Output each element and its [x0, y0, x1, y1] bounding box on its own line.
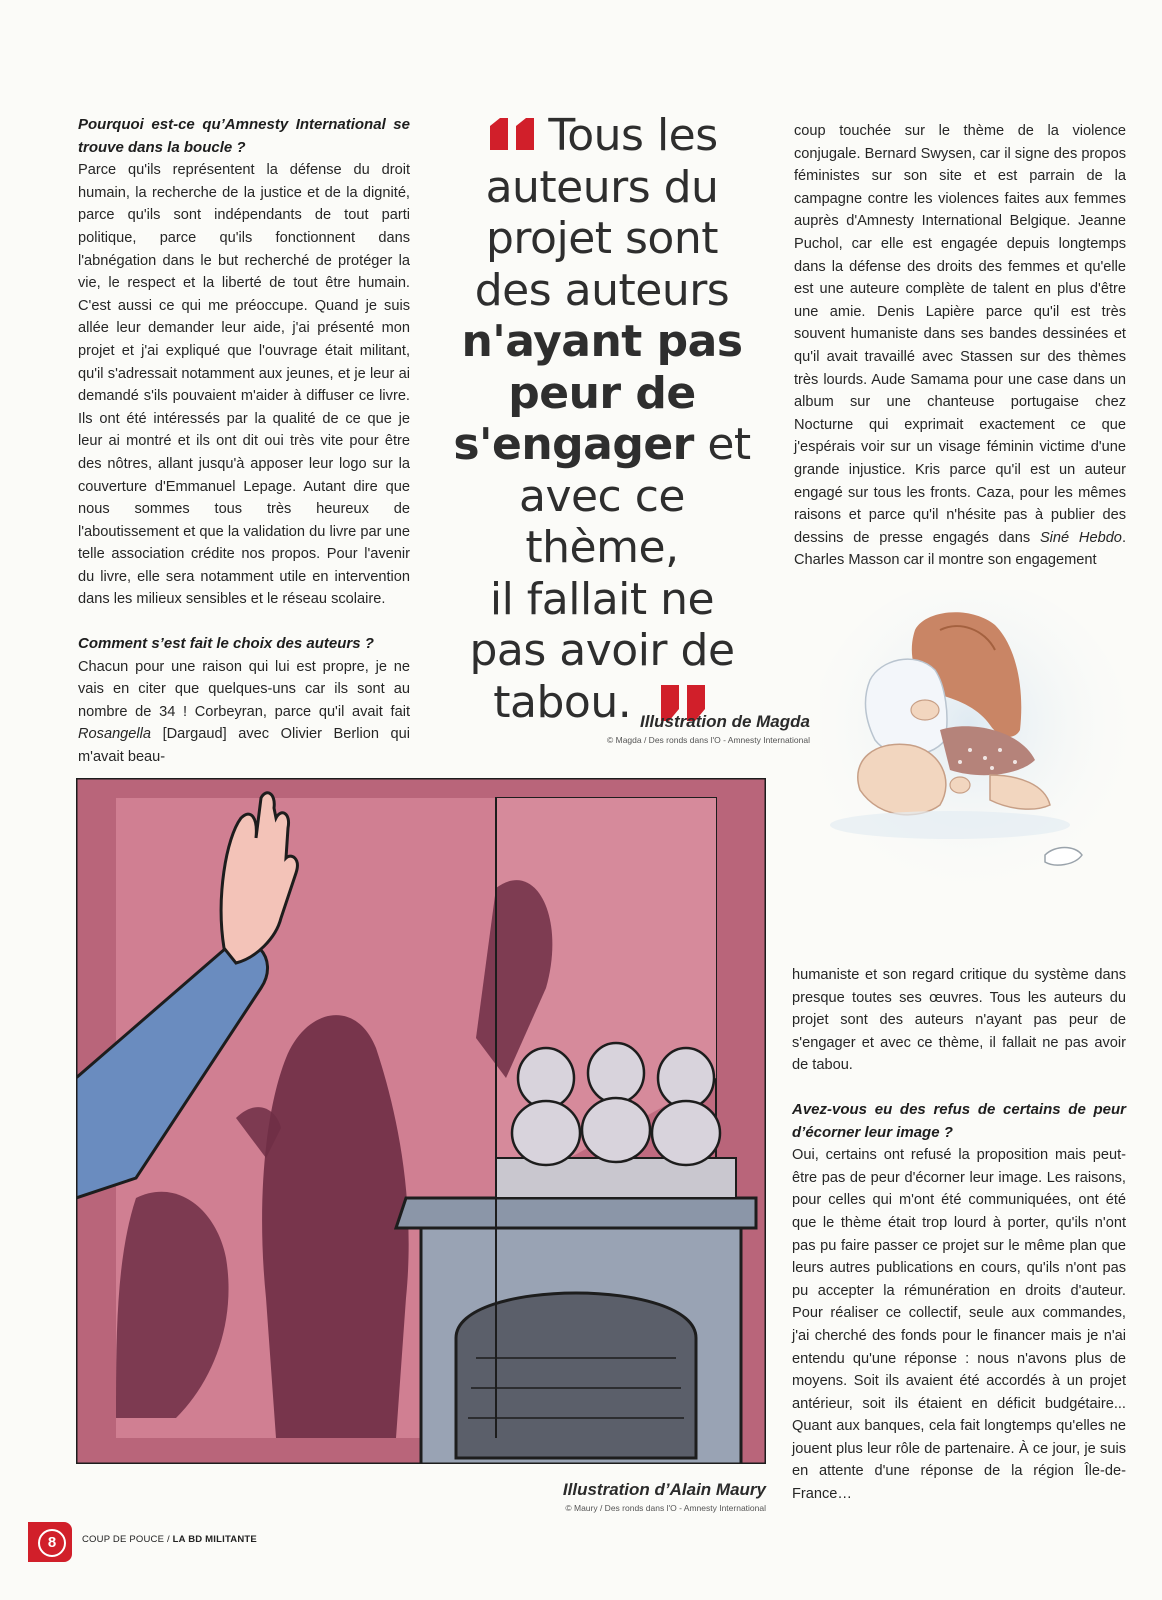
running-footer: COUP DE POUCE / LA BD MILITANTE [82, 1534, 257, 1545]
question-authors-choice: Comment s’est fait le choix des auteurs ? [78, 635, 374, 653]
open-quote-icon [486, 116, 540, 150]
book-title-rosangella: Rosangella [78, 726, 152, 743]
answer-refusals: Oui, certains ont refusé la proposition mais peut-être pas de peur d'écorner leur image. Les raisons, pour celles qui m'ont été communiquées, ont été que le thème était trop lourd à porter, qu'ils n'ont pas pu faire passer ce projet sur le même plan que leurs autres publications en cours, qu'ils n'ont pas pu accepter la rémunération en droits d'auteur. Pour réaliser ce collectif, seule aux commandes, j'ai cherché des fonds pour le financer mais je n'ai entendu qu'une réponse : nous n'avons plus de moyens. Soit ils avaient été accordés à un projet antérieur, soit ils étaient en déficit budgétaire... Quant aux banques, cela fait longtemps qu'elles ne jouent plus leur rôle de partenaire. À ce jour, je suis en attente d'une réponse de la région Île-de-France… [792, 1147, 1126, 1503]
maury-illustration [76, 778, 766, 1464]
left-column [78, 114, 410, 769]
pull-quote: Tous les auteurs du projet sont des auteurs n'ayant pas peur de s'engager et avec ce thème, il fallait ne pas avoir de tabou. [453, 110, 751, 728]
authors-list-continued: coup touchée sur le thème de la violence conjugale. Bernard Swysen, car il signe des propos féministes sur son site et est parrain de la campagne contre les violences faites aux femmes auprès d'Amnesty International Belgique. Jeanne Puchol, car elle est engagée depuis longtemps dans la défense des droits des femmes et qu'elle est une auteure complète de talent en plus d'être une amie. Denis Lapière parce qu'il est très souvent humaniste dans ses bandes dessinées et qu'il avait travaillé avec Stassen sur des thèmes très lourds. Aude Samama pour une case dans un album sur une chanteuse portugaise chez Nocturne qui exprimait exactement ce que j'espérais voir sur un visage féminin victime d'une grande injustice. Kris parce qu'il est un auteur engagé sur tous les fronts. Caza, pour les mêmes raisons et parce qu'il n'hésite pas à publier des dessins de presse engagés dans Siné Hebdo. Charles Masson car il montre son engagement [794, 123, 1126, 569]
page-number: 8 [38, 1529, 66, 1557]
maury-caption: Illustration d’Alain Maury © Maury / Des ronds dans l'O - Amnesty International [562, 1480, 766, 1513]
right-column-bottom [792, 964, 1126, 1506]
footer-section: COUP DE POUCE [82, 1534, 165, 1545]
paragraph-humaniste: humaniste et son regard critique du système dans presque toutes ses œuvres. Tous les auteurs du projet sont des auteurs n'ayant pas peur de s'engager et avec ce thème, il fallait ne pas avoir de tabou. [792, 967, 1126, 1074]
page-number-badge [28, 1522, 72, 1562]
right-column-top [794, 120, 1126, 572]
publication-sine-hebdo: Siné Hebdo [1039, 529, 1122, 546]
footer-subsection: LA BD MILITANTE [172, 1534, 257, 1545]
question-refusals: Avez-vous eu des refus de certains de peur d’écorner leur image ? [792, 1100, 1126, 1141]
page-footer [28, 1522, 288, 1562]
question-amnesty: Pourquoi est-ce qu’Amnesty International se trouve dans la boucle ? [78, 116, 410, 156]
magda-illustration [820, 590, 1130, 920]
answer-amnesty: Parce qu'ils représentent la défense du droit humain, la recherche de la justice et de la dignité, parce qu'ils sont indépendants de tout parti politique, parce qu'ils fonctionnent dans l'abnégation dans le but recherché de protéger la vie, le respect et la liberté de tout être humain. C'est aussi ce qui me préoccupe. Quand je suis allée leur demander leur aide, j'ai présenté mon projet et j'ai expliqué que l'ouvrage était militant, qu'il s'adressait notamment aux jeunes, et je leur ai demandé s'ils pouvaient m'aider à diffuser ce livre. Ils ont été intéressés par la qualité de ce que je leur ai montré et ils ont dit oui très vite pour être des nôtres, allant jusqu'à apposer leur logo sur la couverture d'Emmanuel Lepage. Autant dire que nous sommes tous très heureux de l'aboutissement et que la validation du livre par une telle association crédite nos propos. Pour l'avenir du livre, elle sera notamment utile en intervention dans les milieux sensibles et le réseau scolaire. [78, 162, 410, 608]
answer-authors-choice: Chacun pour une raison qui lui est propre, je ne vais en citer que quelques-uns car ils sont au nombre de 34 ! Corbeyran, parce qu'il avait fait Rosangella [Dargaud] avec Olivier Berlion qui m'avait beau- [78, 658, 410, 766]
magda-caption: Illustration de Magda © Magda / Des ronds dans l'O - Amnesty International [606, 712, 810, 745]
